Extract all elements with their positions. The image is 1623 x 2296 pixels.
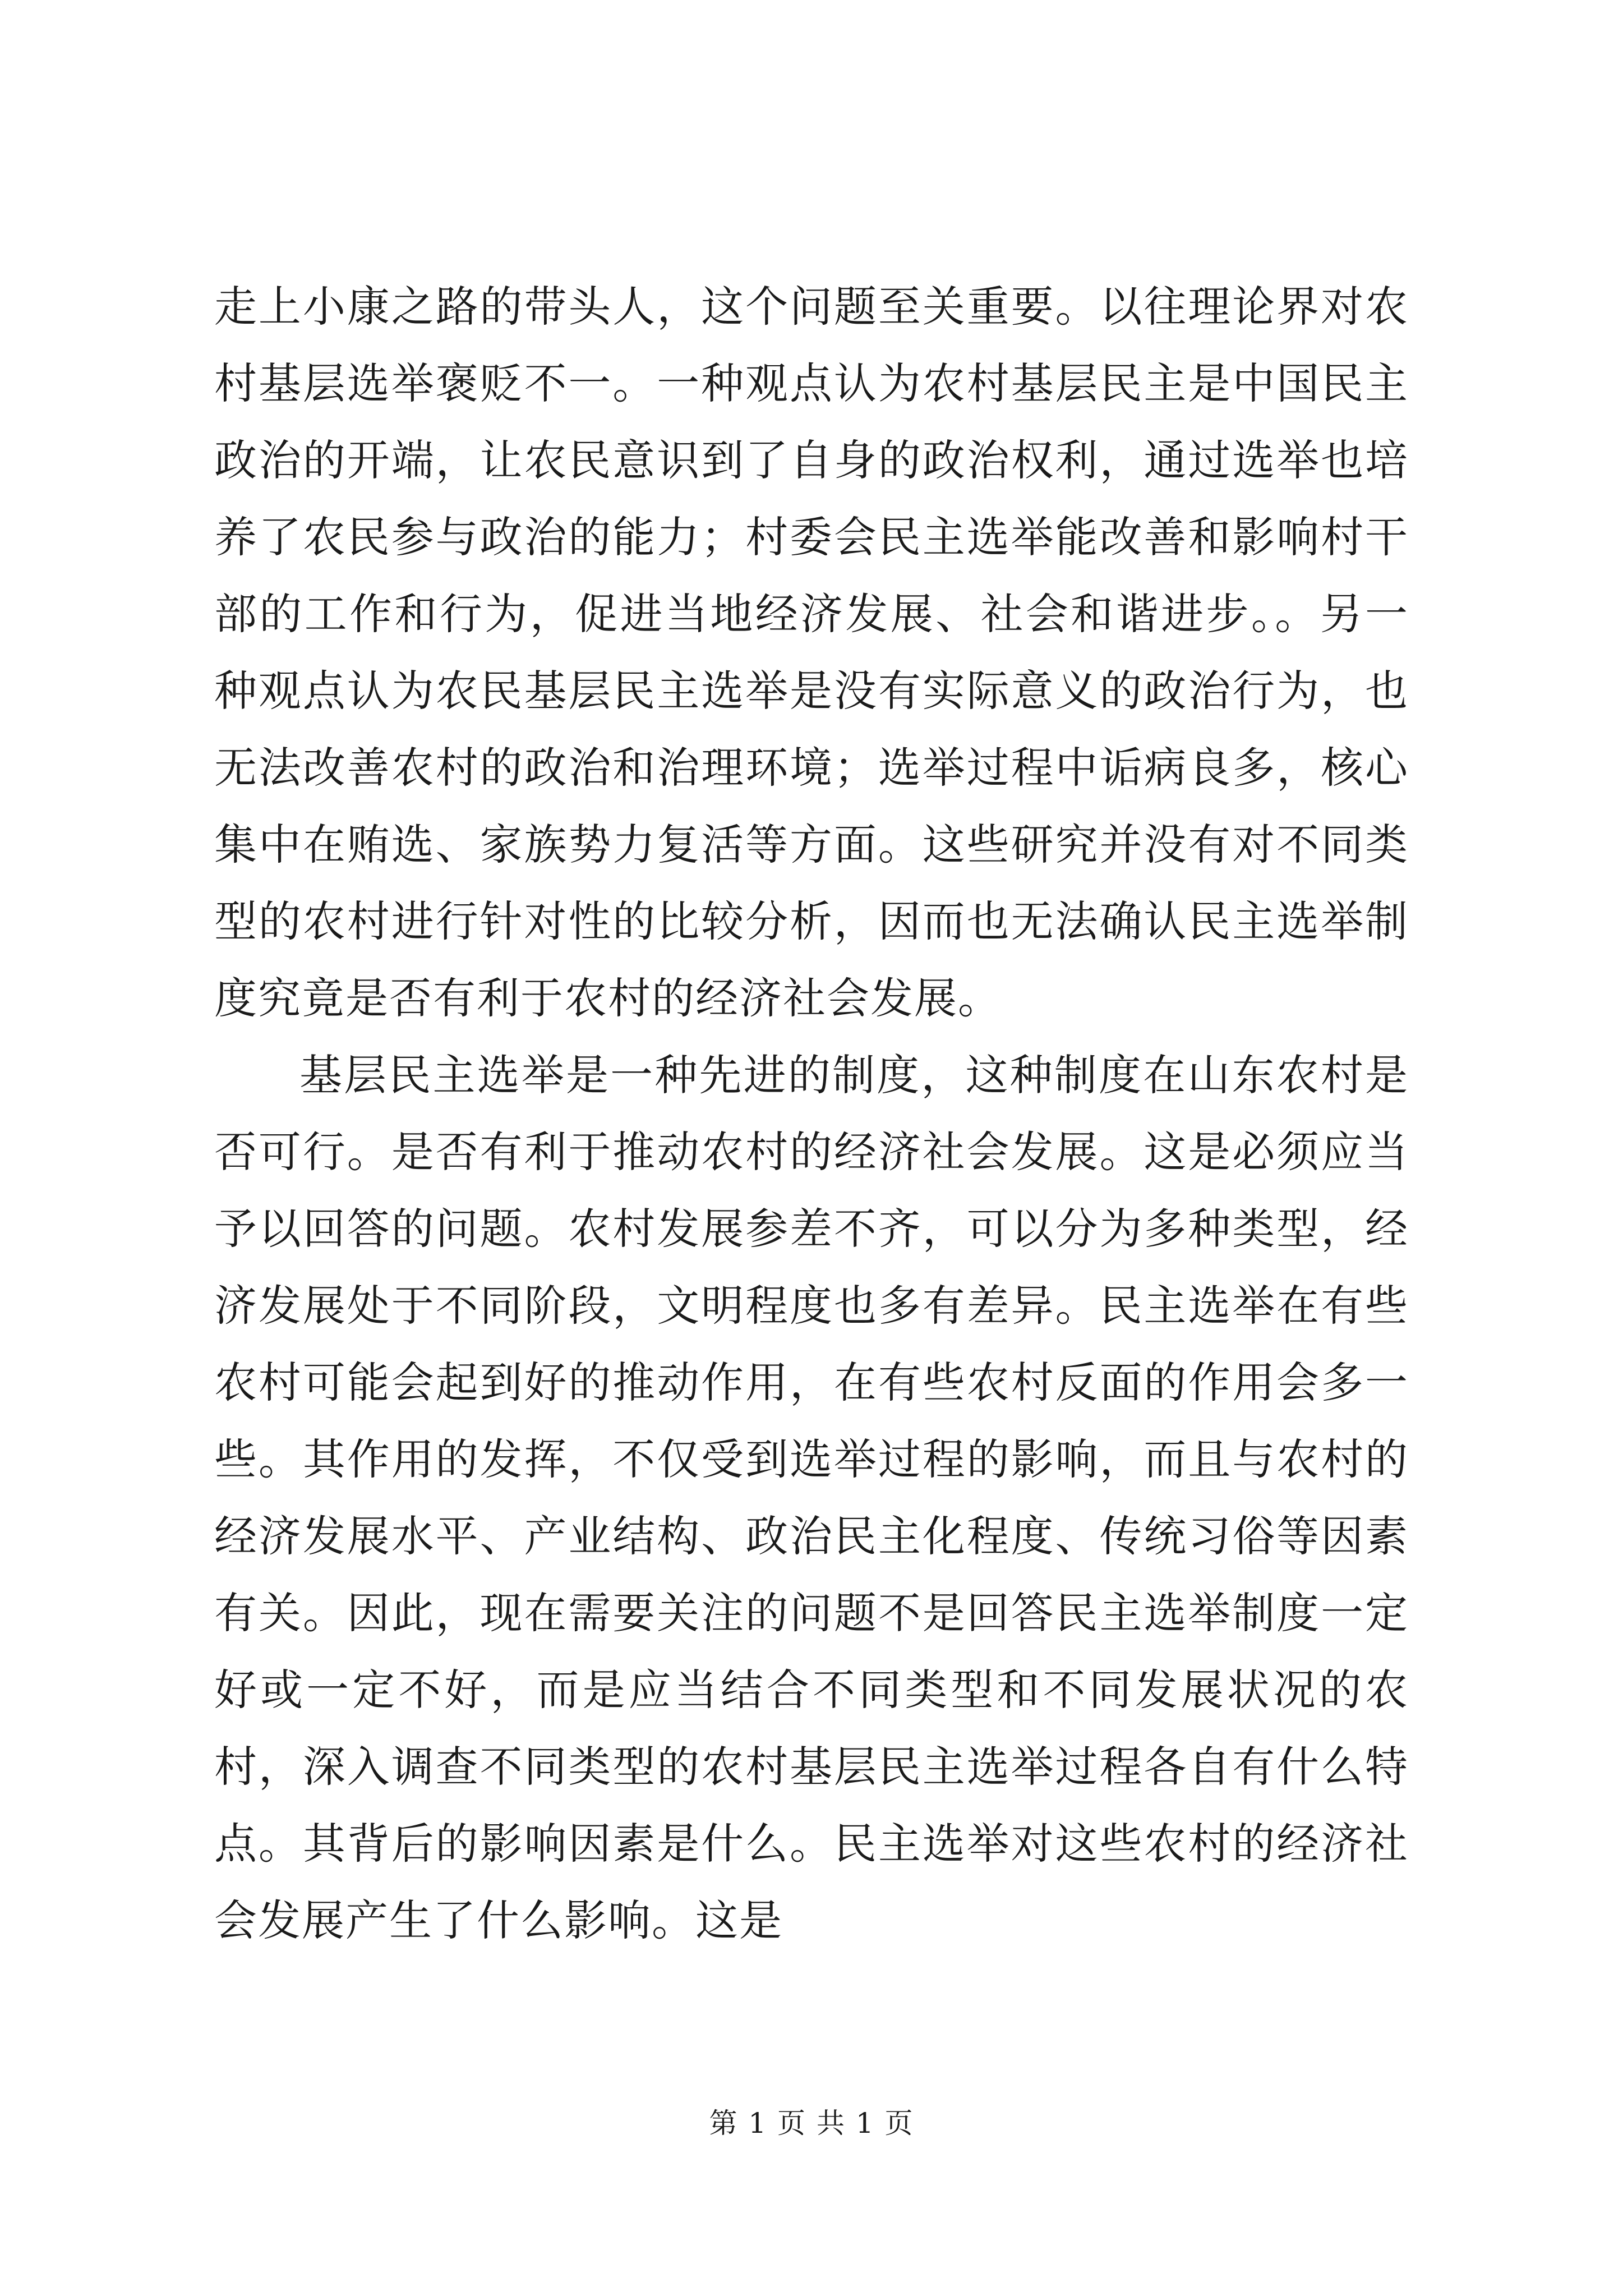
paragraph-1: 走上小康之路的带头人，这个问题至关重要。以往理论界对农村基层选举褒贬不一。一种观点认为农村基层民主是中国民主政治的开端，让农民意识到了自身的政治权利，通过选举也培养了农民参与政治的能力；村委会民主选举能改善和影响村干部的工作和行为，促进当地经济发展、社会和谐进步。。另一种观点认为农民基层民主选举是没有实际意义的政治行为，也无法改善农村的政治和治理环境；选举过程中诟病良多，核心集中在贿选、家族势力复活等方面。这些研究并没有对不同类型的农村进行针对性的比较分析，因而也无法确认民主选举制度究竟是否有利于农村的经济社会发展。 [214, 282, 1409, 1023]
body-text [214, 268, 1409, 1959]
page-footer: 第 1 页 共 1 页 [709, 2107, 914, 2139]
paragraph-2: 基层民主选举是一种先进的制度，这种制度在山东农村是否可行。是否有利于推动农村的经济社会发展。这是必须应当予以回答的问题。农村发展参差不齐，可以分为多种类型，经济发展处于不同阶段，文明程度也多有差异。民主选举在有些农村可能会起到好的推动作用，在有些农村反面的作用会多一些。其作用的发挥，不仅受到选举过程的影响，而且与农村的经济发展水平、产业结构、政治民主化程度、传统习俗等因素有关。因此，现在需要关注的问题不是回答民主选举制度一定好或一定不好，而是应当结合不同类型和不同发展状况的农村，深入调查不同类型的农村基层民主选举过程各自有什么特点。其背后的影响因素是什么。民主选举对这些农村的经济社会发展产生了什么影响。这是 [214, 1050, 1409, 1945]
